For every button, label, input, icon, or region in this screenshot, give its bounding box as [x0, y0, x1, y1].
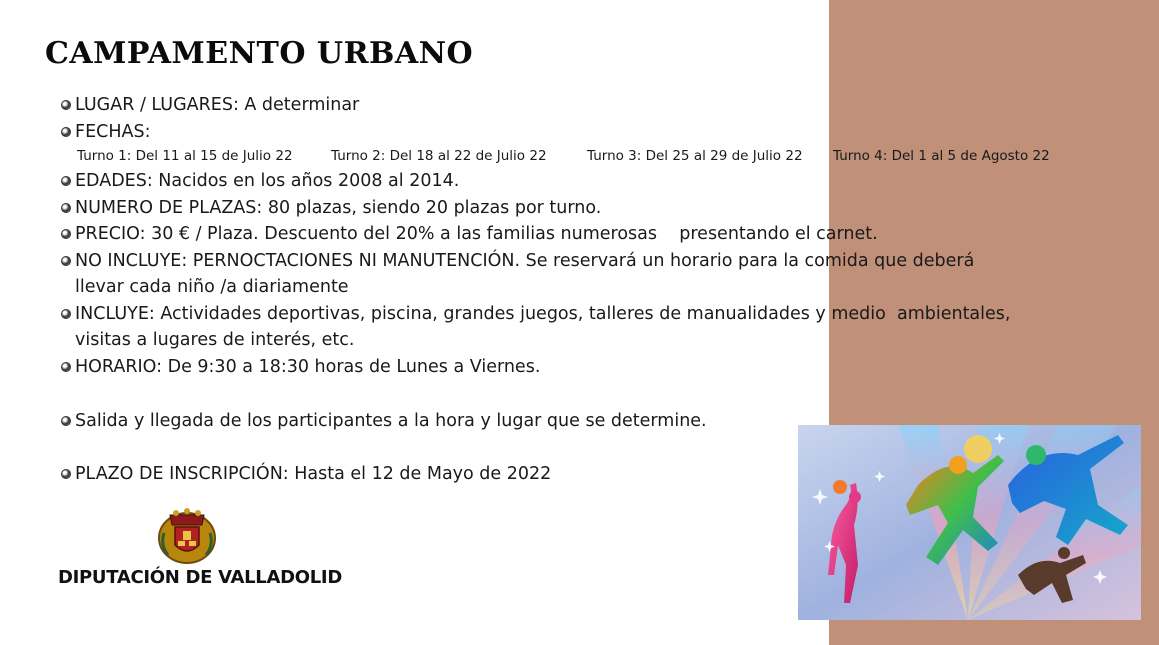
soccer-ball-icon	[61, 127, 71, 137]
turno-1: Turno 1: Del 11 al 15 de Julio 22	[77, 148, 293, 164]
turno-3: Turno 3: Del 25 al 29 de Julio 22	[587, 148, 803, 164]
soccer-ball-icon	[61, 100, 71, 110]
page-title: CAMPAMENTO URBANO	[45, 36, 474, 71]
list-item-edades: EDADES: Nacidos en los años 2008 al 2014.	[61, 168, 459, 194]
logo-text: DIPUTACIÓN DE VALLADOLID	[58, 567, 342, 588]
list-item-horario: HORARIO: De 9:30 a 18:30 horas de Lunes a Viernes.	[61, 354, 540, 380]
list-item-precio: PRECIO: 30 € / Plaza. Descuento del 20% a las familias numerosas presentando el carnet.	[61, 221, 878, 247]
soccer-ball-icon	[61, 309, 71, 319]
list-item-no-incluye: NO INCLUYE: PERNOCTACIONES NI MANUTENCIÓN. Se reservará un horario para la comida que deberá llevar cada niño /a diariamente	[61, 248, 974, 300]
turno-2: Turno 2: Del 18 al 22 de Julio 22	[331, 148, 547, 164]
diputacion-logo	[58, 505, 342, 590]
list-item-salida: Salida y llegada de los participantes a la hora y lugar que se determine.	[61, 408, 707, 434]
soccer-ball-icon	[61, 362, 71, 372]
list-item-fechas: FECHAS:	[61, 119, 150, 145]
coat-of-arms-icon	[156, 505, 218, 565]
turno-4: Turno 4: Del 1 al 5 de Agosto 22	[833, 148, 1050, 164]
soccer-ball-icon	[61, 229, 71, 239]
soccer-ball-icon	[61, 203, 71, 213]
list-item-plazo: PLAZO DE INSCRIPCIÓN: Hasta el 12 de Mayo de 2022	[61, 461, 551, 487]
list-item-incluye: INCLUYE: Actividades deportivas, piscina, grandes juegos, talleres de manualidades y medio ambientales, visitas a lugares de interés, etc.	[61, 301, 1010, 353]
soccer-ball-icon	[61, 256, 71, 266]
soccer-ball-icon	[61, 469, 71, 479]
soccer-ball-icon	[61, 176, 71, 186]
soccer-ball-icon	[61, 416, 71, 426]
list-item-plazas: NUMERO DE PLAZAS: 80 plazas, siendo 20 plazas por turno.	[61, 195, 601, 221]
list-item-lugar: LUGAR / LUGARES: A determinar	[61, 92, 359, 118]
sports-illustration	[798, 425, 1141, 620]
